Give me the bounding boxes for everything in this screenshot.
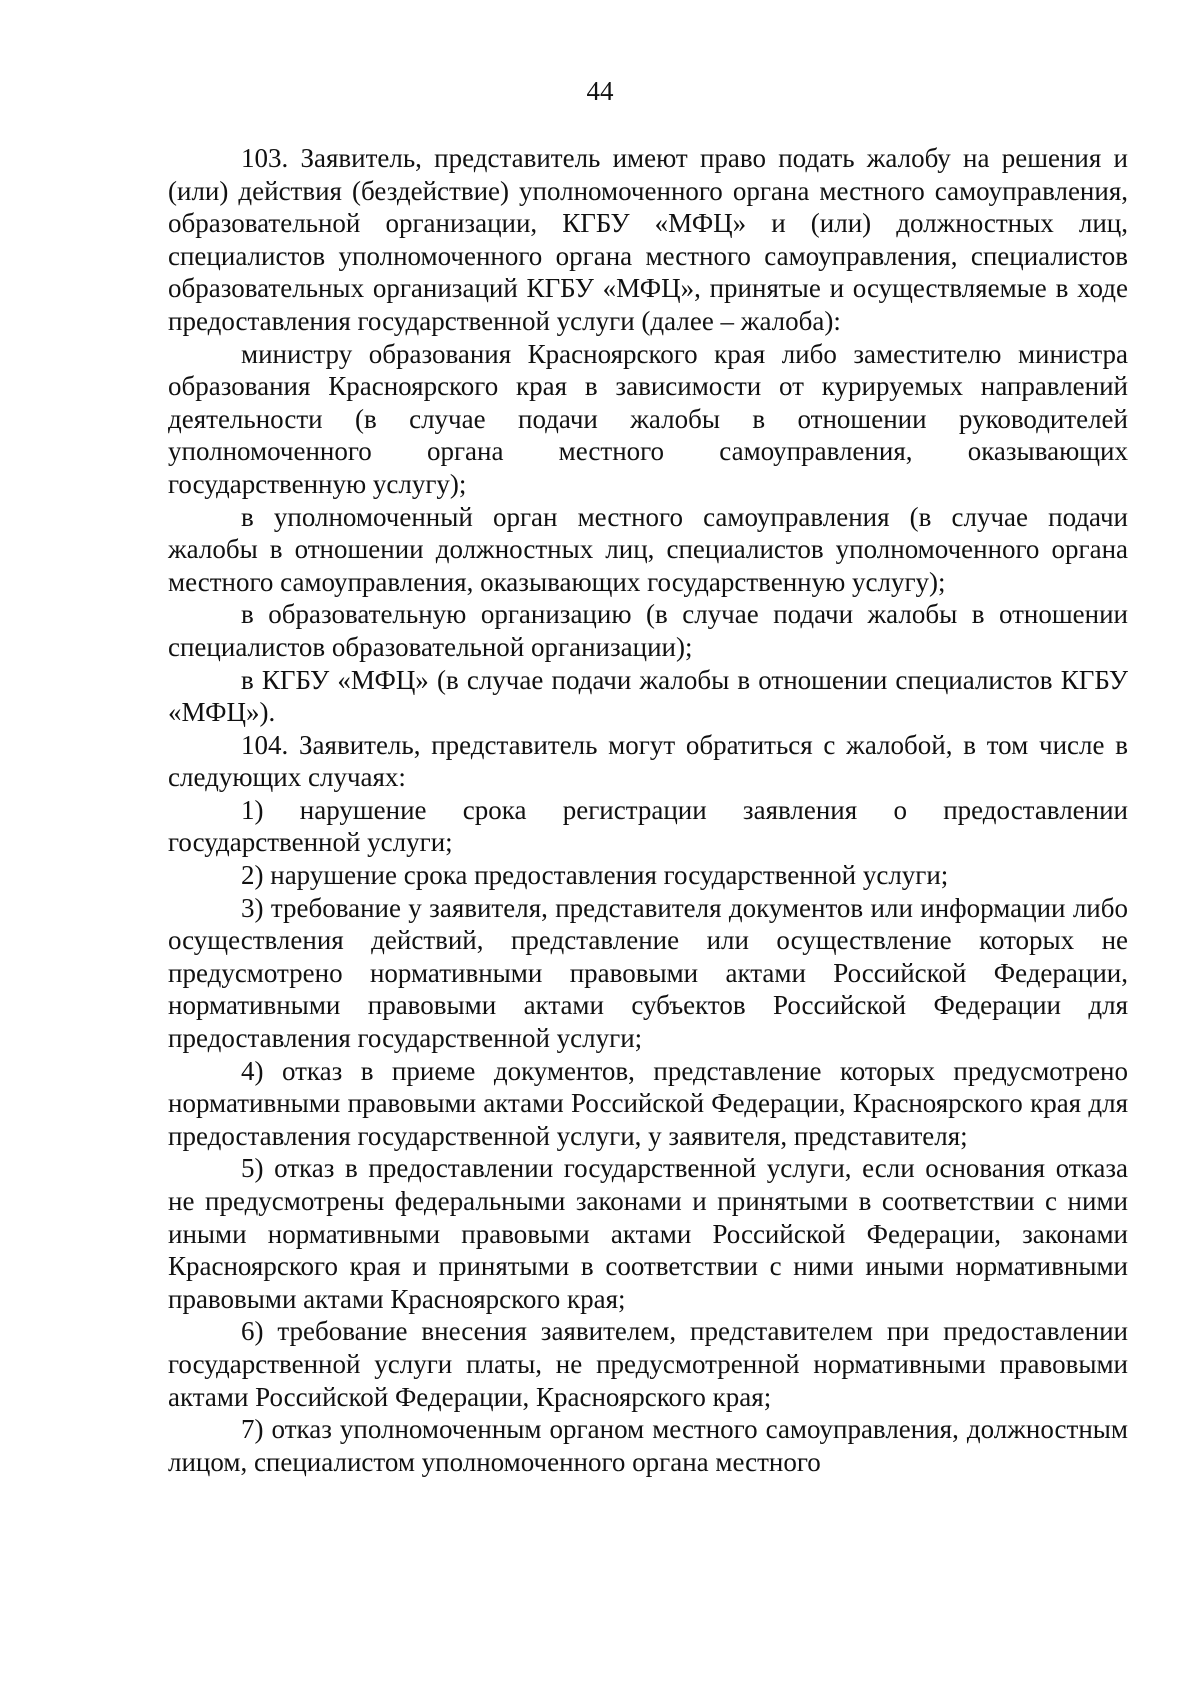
list-item-1: 1) нарушение срока регистрации заявления о предоставлении государственной услуги; <box>168 794 1128 858</box>
paragraph-local-government: в уполномоченный орган местного самоуправления (в случае подачи жалобы в отношении должностных лиц, специалистов уполномоченного органа местного самоуправления, оказывающих государственную услугу); <box>168 501 1128 597</box>
paragraph-kgbu-mfc: в КГБУ «МФЦ» (в случае подачи жалобы в отношении специалистов КГБУ «МФЦ»). <box>168 664 1128 728</box>
paragraph-minister-education: министру образования Красноярского края либо заместителю министра образования Красноярского края в зависимости от курируемых направлений деятельности (в случае подачи жалобы в отношении руководителей уполномоченного органа местного самоуправления, оказывающих государственную услугу); <box>168 338 1128 499</box>
page-number: 44 <box>586 76 614 106</box>
list-item-4: 4) отказ в приеме документов, представление которых предусмотрено нормативными правовыми актами Российской Федерации, Красноярского края для предоставления государственной услуги, у заявителя, представителя; <box>168 1055 1128 1151</box>
list-item-5: 5) отказ в предоставлении государственной услуги, если основания отказа не предусмотрены федеральными законами и принятыми в соответствии с ними иными нормативными правовыми актами Российской Федерации, законами Красноярского края и принятыми в соответствии с ними иными нормативными правовыми актами Красноярского края; <box>168 1153 1128 1314</box>
paragraph-104-cases: 104. Заявитель, представитель могут обратиться с жалобой, в том числе в следующих случаях: <box>168 729 1128 793</box>
list-item-6: 6) требование внесения заявителем, представителем при предоставлении государственной услуги платы, не предусмотренной нормативными правовыми актами Российской Федерации, Красноярского края; <box>168 1316 1128 1412</box>
list-item-3: 3) требование у заявителя, представителя документов или информации либо осуществления действий, представление или осуществление которых не предусмотрено нормативными правовыми актами Российской Федерации, нормативными правовыми актами субъектов Российской Федерации для предоставления государственной услуги; <box>168 892 1128 1054</box>
list-item-2: 2) нарушение срока предоставления государственной услуги; <box>241 860 949 891</box>
paragraph-103-complaint-right: 103. Заявитель, представитель имеют право подать жалобу на решения и (или) действия (бездействие) уполномоченного органа местного самоуправления, образовательной организации, КГБУ «МФЦ» и (или) должностных лиц, специалистов уполномоченного органа местного самоуправления, специалистов образовательных организаций КГБУ «МФЦ», принятые и осуществляемые в ходе предоставления государственной услуги (далее – жалоба): <box>168 143 1128 336</box>
document-body <box>168 142 1128 1478</box>
list-item-7: 7) отказ уполномоченным органом местного самоуправления, должностным лицом, специалистом уполномоченного органа местного <box>168 1414 1128 1477</box>
paragraph-educational-organization: в образовательную организацию (в случае подачи жалобы в отношении специалистов образовательной организации); <box>168 599 1128 662</box>
